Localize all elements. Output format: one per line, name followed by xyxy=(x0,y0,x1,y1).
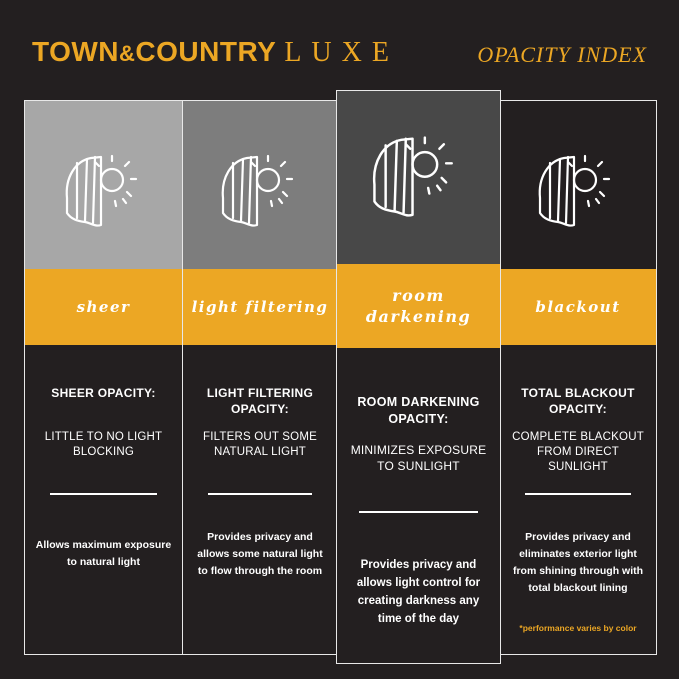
band-label-blackout: blackout xyxy=(500,269,656,345)
opacity-column-light-filtering xyxy=(182,100,337,655)
divider xyxy=(208,493,312,495)
brand-word-luxe: LUXE xyxy=(284,37,399,68)
column-body xyxy=(183,345,337,654)
column-body xyxy=(500,345,656,654)
opacity-column-blackout xyxy=(500,100,657,655)
icon-panel xyxy=(25,101,182,269)
opacity-description: LITTLE TO NO LIGHT BLOCKING xyxy=(44,431,163,458)
opacity-description: COMPLETE BLACKOUT FROM DIRECT SUNLIGHT xyxy=(512,431,644,473)
brand-word-country: COUNTRY xyxy=(135,36,277,67)
opacity-heading: LIGHT FILTERING OPACITY: xyxy=(206,386,314,416)
band-label-room-darkening: room darkening xyxy=(337,264,500,348)
icon-panel xyxy=(337,91,500,264)
divider xyxy=(50,493,157,495)
icon-panel xyxy=(183,101,337,269)
opacity-column-sheer xyxy=(24,100,182,655)
band-label-sheer: sheer xyxy=(25,269,182,345)
opacity-description: MINIMIZES EXPOSURE TO SUNLIGHT xyxy=(350,443,487,473)
column-body xyxy=(25,345,182,654)
band-label-light-filtering: light filtering xyxy=(183,269,337,345)
brand-logo xyxy=(32,36,399,69)
column-body xyxy=(337,348,500,663)
opacity-column-room-darkening xyxy=(336,90,501,664)
opacity-details: Allows maximum exposure to natural light xyxy=(35,539,172,568)
brand-word-town: TOWN xyxy=(32,36,120,67)
opacity-heading: ROOM DARKENING OPACITY: xyxy=(357,395,480,426)
opacity-description: FILTERS OUT SOME NATURAL LIGHT xyxy=(203,431,317,458)
icon-panel xyxy=(500,101,656,269)
opacity-details: Provides privacy and allows some natural light to flow through the room xyxy=(197,531,323,577)
divider xyxy=(359,511,478,513)
opacity-heading: SHEER OPACITY: xyxy=(51,386,156,400)
footnote: *performance varies by color xyxy=(519,623,637,633)
brand-ampersand: & xyxy=(119,41,136,66)
opacity-heading: TOTAL BLACKOUT OPACITY: xyxy=(521,386,635,416)
page-title: OPACITY INDEX xyxy=(477,42,647,67)
opacity-details: Provides privacy and eliminates exterior light from shining through with total blackout lining xyxy=(512,531,644,594)
opacity-details: Provides privacy and allows light control for creating darkness any time of the day xyxy=(356,559,481,625)
divider xyxy=(525,493,631,495)
